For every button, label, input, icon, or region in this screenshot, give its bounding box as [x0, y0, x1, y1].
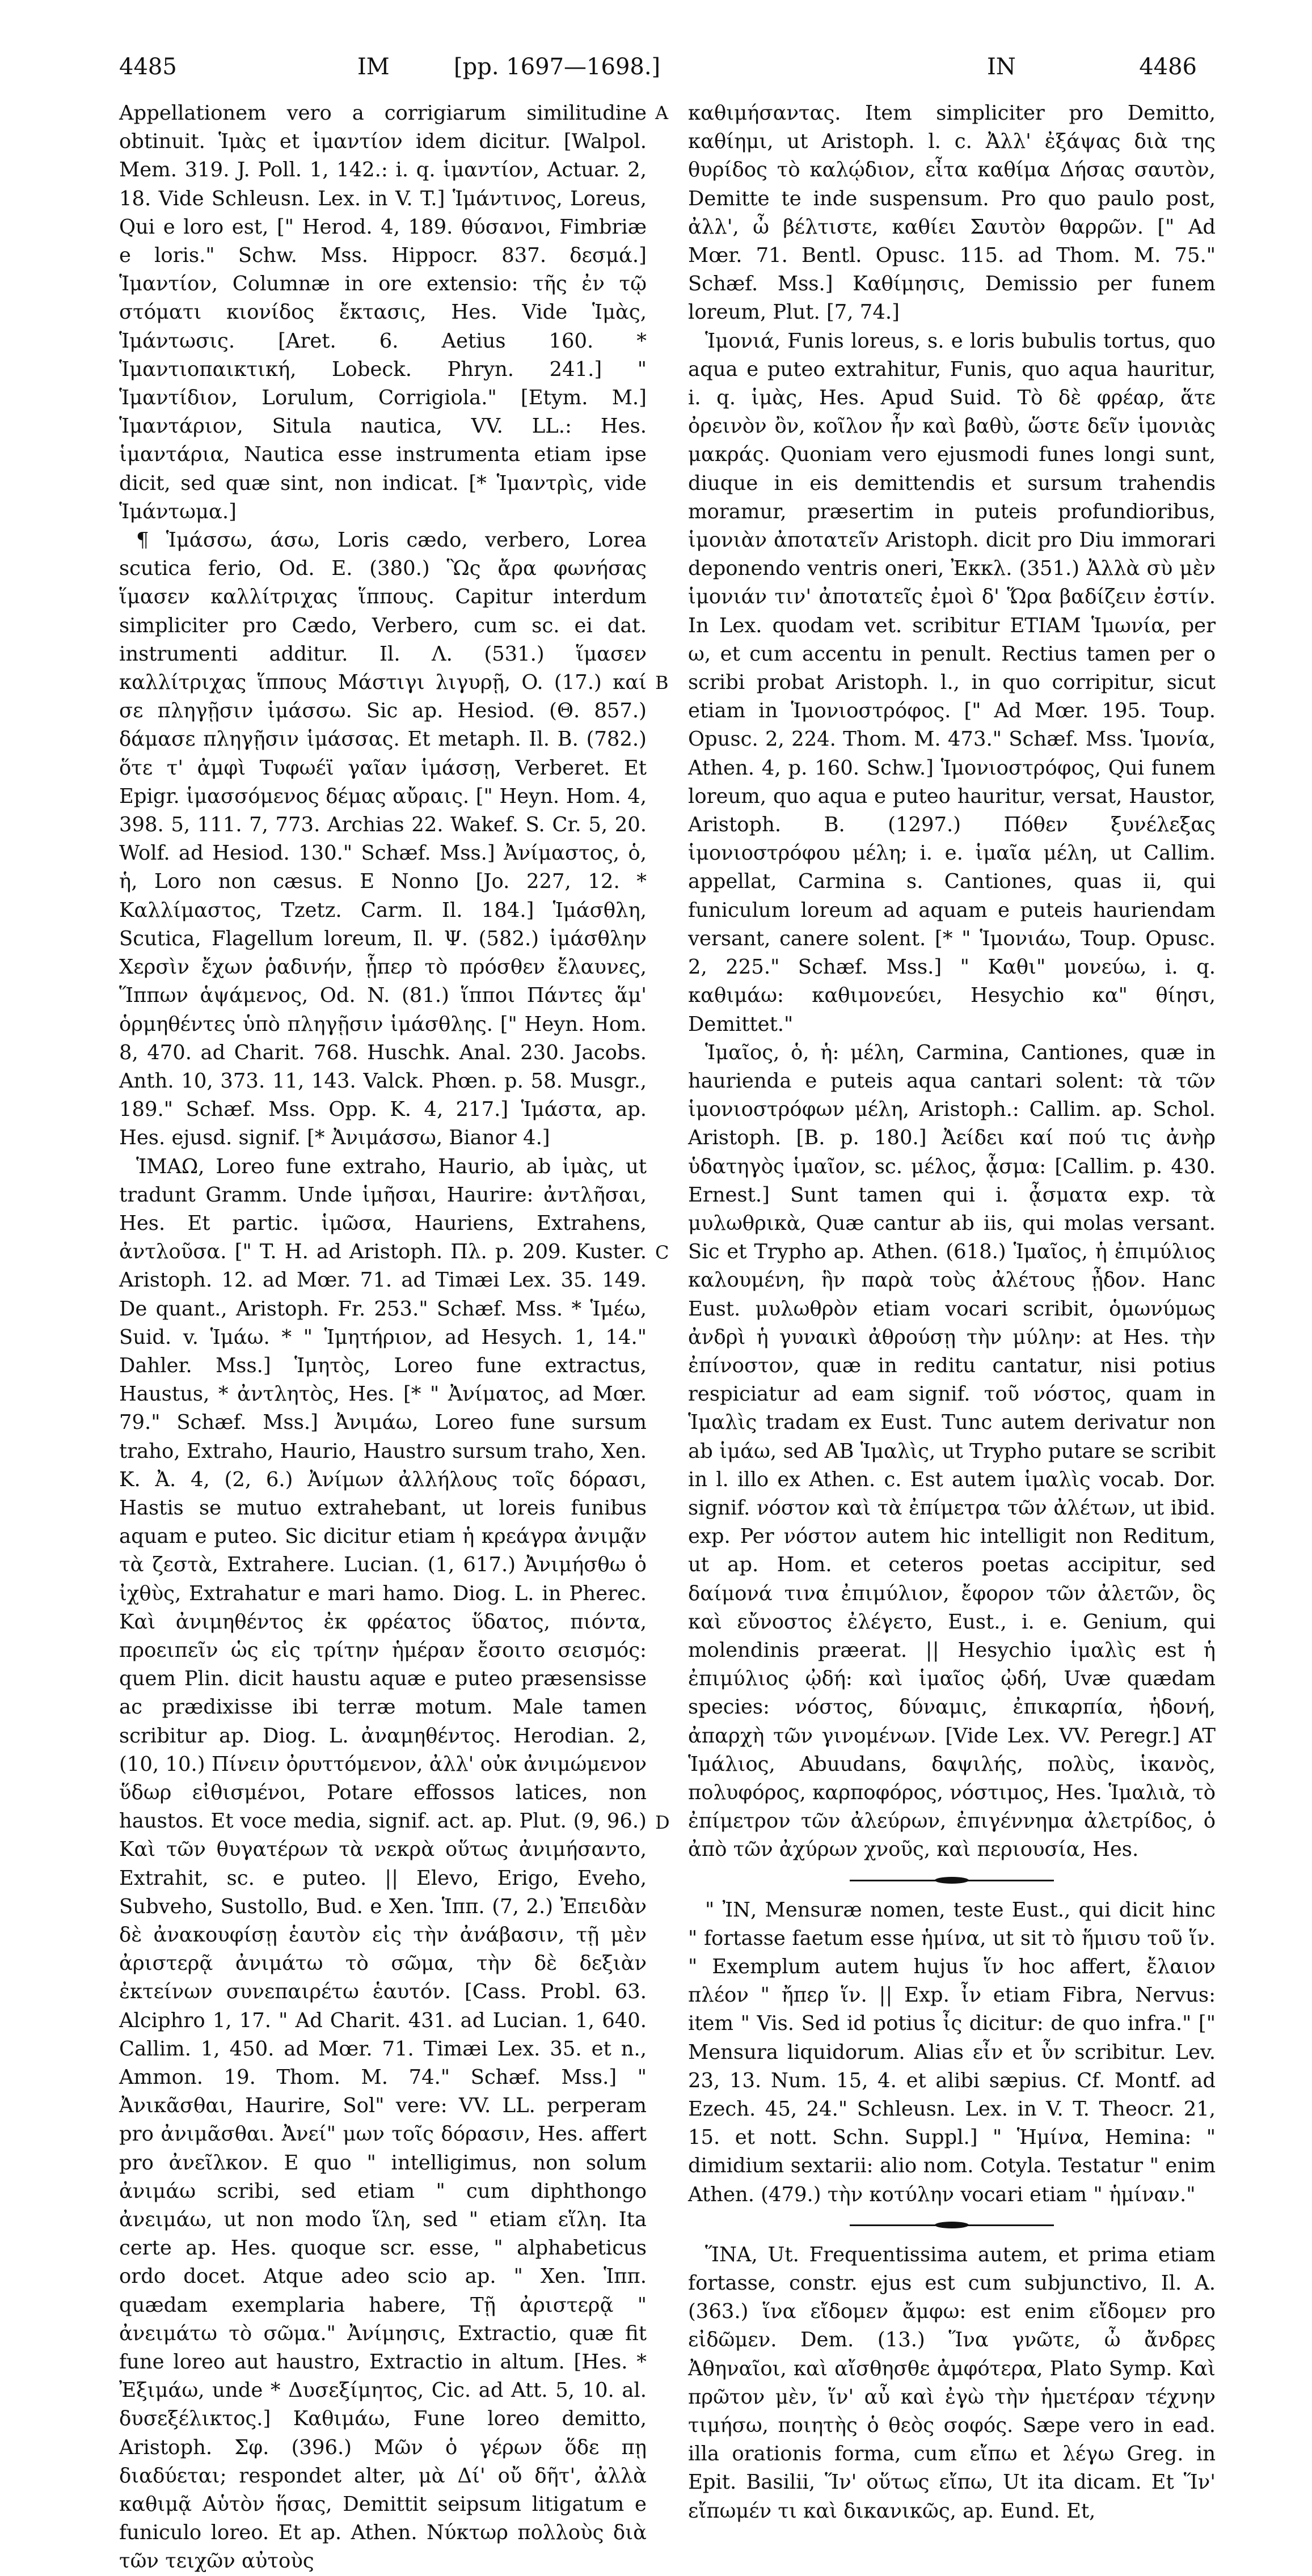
entry-ina: ἽΝΑ, Ut. Frequentissima autem, et prima etiam fortasse, constr. ejus est cum subjunctivo, Il. A. (363.) ἵνα εἴδομεν ἄμφω: est enim εἴδομεν pro εἰδῶμεν. Dem. (13.) Ἵνα γνῶτε, ὦ ἄνδρες Ἀθηναῖοι, καὶ αἴσθησθε ἀμφότερα, Plato Symp. Καὶ πρῶτον μὲν, ἵν' αὖ καὶ ἐγὼ τὴν ἡμετέραν τέχνην τιμήσω, ποιητὴς ὁ θεὸς σοφός. Sæpe vero in ead. illa orationis forma, cum εἴπω et λέγω Greg. in Epit. Basilii, Ἵν' οὕτως εἴπω, Ut ita dicam. Et Ἵν' εἴπωμέν τι καὶ δικανικῶς, ap. Eund. Et,: [688, 2243, 1216, 2523]
marker-c: C: [655, 1242, 669, 1263]
section-divider: [850, 2220, 1054, 2230]
left-headword: IM: [357, 54, 390, 80]
entry-in: " ἸΝ, Mensuræ nomen, teste Eust., qui dicit hinc " fortasse faetum esse ἡμίνα, ut sit τὸ ἥμισυ τοῦ ἵν. " Exemplum autem hujus ἵν hoc affert, ἔλαιον πλέον " ἤπερ ἵν. || Exp. ἶν etiam Fibra, Nervus: item " Vis. Sed id potius ἶς dicitur: de quo infra." [" Mensura liquidorum. Alias εἶν et ὖν scribitur. Lev. 23, 13. Num. 15, 4. et alibi sæpius. Cf. Montf. ad Ezech. 45, 24." Schleusn. Lex. in V. T. Theocr. 21, 15. et nott. Schn. Suppl.] " Ἡμίνα, Hemina: " dimidium sextarii: alio nom. Cotyla. Testatur " enim Athen. (479.) τὴν κοτύλην vocari etiam " ἡμίναν.": [688, 1898, 1216, 2206]
section-divider: [850, 1876, 1054, 1885]
entry-imao: ἹΜΑΩ, Loreo fune extraho, Haurio, ab ἱμὰς, ut tradunt Gramm. Unde ἱμῆσαι, Haurire: ἀντλῆσαι, Hes. Et partic. ἱμῶσα, Hauriens, Extrahens, ἀντλοῦσα. [" T. H. ad Aristoph. Πλ. p. 209. Kuster. Aristoph. 12. ad Mœr. 71. ad Timæi Lex. 35. 149. De quant., Aristoph. Fr. 253." Schæf. Mss. * Ἱμέω, Suid. v. Ἱμάω. * " Ἱμητήριον, ad Hesych. 1, 14." Dahler. Mss.] Ἱμητὸς, Loreo fune extractus, Haustus, * ἀντλητὸς, Hes. [* " Ἀνίματος, ad Mœr. 79." Schæf. Mss.] Ἀνιμάω, Loreo fune sursum traho, Extraho, Haurio, Haustro sursum traho, Xen. K. Ἀ. 4, (2, 6.) Ἀνίμων ἀλλήλους τοῖς δόρασι, Hastis se mutuo extrahebant, ut loreis funibus aquam e puteo. Sic dicitur etiam ἡ κρεάγρα ἀνιμᾷν τὰ ζεστὰ, Extrahere. Lucian. (1, 617.) Ἀνιμήσθω ὁ ἰχθὺς, Extrahatur e mari hamo. Diog. L. in Pherec. Καὶ ἀνιμηθέντος ἐκ φρέατος ὕδατος, πιόντα, προειπεῖν ὡς εἰς τρίτην ἡμέραν ἔσοιτο σεισμός: quem Plin. dicit haustu aquæ e puteo præsensisse ac prædixisse ibi terræ motum. Male tamen scribitur ap. Diog. L. ἀναμηθέντος. Herodian. 2, (10, 10.) Πίνειν ὀρυττόμενον, ἀλλ' οὐκ ἀνιμώμενον ὕδωρ εἰθισμένοι, Potare effossos latices, non haustos. Et voce media, signif. act. ap. Plut. (9, 96.) Καὶ τῶν θυγατέρων τὰ νεκρὰ οὕτως ἀνιμήσαντο, Extrahit, sc. e puteo. || Elevo, Erigo, Eveho, Subveho, Sustollo, Bud. e Xen. Ἱππ. (7, 2.) Ἐπειδὰν δὲ ἀνακουφίσῃ ἑαυτὸν εἰς τὴν ἀνάβασιν, τῇ μὲν ἀριστερᾷ ἀνιμάτω τὸ σῶμα, τὴν δὲ δεξιὰν ἐκτείνων συνεπαιρέτω ἑαυτόν. [Cass. Probl. 63. Alciphro 1, 17. " Ad Charit. 431. ad Lucian. 1, 640. Callim. 1, 450. ad Mœr. 71. Timæi Lex. 35. et n., Ammon. 19. Thom. M. 74." Schæf. Mss.] " Ἀνικᾶσθαι, Haurire, Sol" vere: VV. LL. perperam pro ἀνιμᾶσθαι. Ἀνεί" μων τοῖς δόρασιν, Hes. affert pro ἀνεῖλκον. E quo " intelligimus, non solum ἀνιμάω scribi, sed etiam " cum diphthongo ἀνειμάω, ut non modo ἵλη, sed " etiam εἵλη. Ita certe ap. Hes. quoque scr. esse, " alphabeticus ordo docet. Atque adeo scio ap. " Xen. Ἱππ. quædam exemplaria habere, Τῇ ἀριστερᾷ " ἀνειμάτω τὸ σῶμα." Ἀνίμησις, Extractio, quæ fit fune loreo aut haustro, Extractio in altum. [Hes. * Ἐξιμάω, unde * Δυσεξίμητος, Cic. ad Att. 5, 10. al. δυσεξέλικτος.] Καθιμάω, Fune loreo demitto, Aristoph. Σφ. (396.) Μῶν ὁ γέρων ὅδε πῃ διαδύεται; respondet alter, μὰ Δί' οὔ δῆτ', ἀλλὰ καθιμᾷ Αὑτὸν ἥσας, Demittit seipsum litigatum e funiculo loreo. Et ap. Athen. Νύκτωρ πολλοὺς διὰ τῶν τειχῶν αὐτοὺς: [119, 1154, 647, 2573]
right-page-number: 4486: [1139, 54, 1197, 80]
right-headword: IN: [987, 54, 1016, 80]
right-column: [688, 99, 1216, 2523]
left-page-number: 4485: [119, 54, 177, 80]
entry-kathimesis: καθιμήσαντας. Item simpliciter pro Demitto, καθίημι, ut Aristoph. l. c. Ἀλλ' ἐξάψας διὰ της θυρίδος τὸ καλῴδιον, εἶτα καθίμα Δήσας σαυτὸν, Demitte te inde suspensum. Pro quo paulo post, ἀλλ', ὦ βέλτιστε, καθίει Σαυτὸν θαρρῶν. [" Ad Mœr. 71. Bentl. Opusc. 115. ad Thom. M. 75." Schæf. Mss.] Καθίμησις, Demissio per funem loreum, Plut. [7, 74.]: [688, 101, 1216, 324]
section-markers: [655, 0, 678, 2291]
marker-d: D: [655, 1812, 670, 1833]
entry-imaios: Ἱμαῖος, ὁ, ἡ: μέλη, Carmina, Cantiones, quæ in haurienda e puteis aqua cantari solent: τὰ τῶν ἱμονιοστρόφων μέλη, Aristoph.: Callim. ap. Schol. Aristoph. [B. p. 180.] Ἀείδει καί πού τις ἀνὴρ ὑδατηγὸς ἱμαῖον, sc. μέλος, ᾆσμα: [Callim. p. 430. Ernest.] Sunt tamen qui i. ᾆσματα exp. τὰ μυλωθρικὰ, Quæ cantur ab iis, qui molas versant. Sic et Trypho ap. Athen. (618.) Ἱμαῖος, ἡ ἐπιμύλιος καλουμένη, ἣν παρὰ τοὺς ἀλέτους ᾖδον. Hanc Eust. μυλωθρὸν etiam vocari scribit, ὁμωνύμως ἀνδρὶ ἡ γυναικὶ ἀθρούσῃ τὴν μύλην: at Hes. τὴν ἐπίνοστον, quæ in reditu cantatur, nisi potius respiciatur ad eam signif. τοῦ νόστος, quam in Ἱμαλὶς tradam ex Eust. Tunc autem derivatur non ab ἱμάω, sed AB Ἱμαλὶς, ut Trypho putare se scribit in l. illo ex Athen. c. Est autem ἱμαλὶς vocab. Dor. signif. νόστον καὶ τὰ ἐπίμετρα τῶν ἀλέτων, ut ibid. exp. Per νόστον autem hic intelligit non Reditum, ut ap. Hom. et ceteros poetas accipitur, sed δαίμονά τινα ἐπιμύλιον, ἔφορον τῶν ἀλετῶν, ὃς καὶ εὔνοστος ἐλέγετο, Eust., i. e. Genium, qui molendinis præerat. || Hesychio ἱμαλὶς est ἡ ἐπιμύλιος ᾠδή: καὶ ἱμαῖος ᾠδή, Uvæ quædam species: νόστος, δύναμις, ἐπικαρπία, ἡδονή, ἀπαρχὴ τῶν γινομένων. [Vide Lex. VV. Peregr.] AT Ἱμάλιος, Abuudans, δαψιλής, πολὺς, ἱκανὸς, πολυφόρος, καρποφόρος, νόστιμος, Hes. Ἱμαλιὰ, τὸ ἐπίμετρον τῶν ἀλεύρων, ἐπιγέννημα ἀλετρίδος, ὁ ἀπὸ τῶν ἀχύρων χνοῦς, καὶ περιουσία, Hes.: [688, 1040, 1216, 1862]
marker-a: A: [655, 102, 669, 124]
marker-b: B: [655, 672, 669, 693]
left-column: [119, 99, 647, 2573]
entry-imasso: ¶ Ἱμάσσω, άσω, Loris cædo, verbero, Lorea scutica ferio, Od. E. (380.) Ὣς ἄρα φωνήσας ἵμασεν καλλίτριχας ἵππους. Capitur interdum simpliciter pro Cædo, Verbero, cum sc. ei dat. instrumenti additur. Il. Λ. (531.) ἵμασεν καλλίτριχας ἵππους Μάστιγι λιγυρῇ, O. (17.) καί σε πληγῇσιν ἱμάσσω. Sic ap. Hesiod. (Θ. 857.) δάμασε πληγῇσιν ἱμάσσας. Et metaph. Il. B. (782.) ὅτε τ' ἀμφὶ Τυφωέϊ γαῖαν ἱμάσσῃ, Verberet. Et Epigr. ἱμασσόμενος δέμας αὔραις. [" Heyn. Hom. 4, 398. 5, 111. 7, 773. Archias 22. Wakef. S. Cr. 5, 20. Wolf. ad Hesiod. 130." Schæf. Mss.] Ἀνίμαστος, ὁ, ἡ, Loro non cæsus. E Nonno [Jo. 227, 12. * Καλλίμαστος, Tzetz. Carm. Il. 184.] Ἱμάσθλη, Scutica, Flagellum loreum, Il. Ψ. (582.) ἱμάσθλην Χερσὶν ἔχων ῥαδινήν, ᾗπερ τὸ πρόσθεν ἔλαυνες, Ἵππων ἁψάμενος, Od. N. (81.) ἵπποι Πάντες ἅμ' ὁρμηθέντες ὑπὸ πληγῇσιν ἱμάσθλης. [" Heyn. Hom. 8, 470. ad Charit. 768. Huschk. Anal. 230. Jacobs. Anth. 10, 373. 11, 143. Valck. Phœn. p. 58. Musgr., 189." Schæf. Mss. Opp. K. 4, 217.] Ἱμάστα, ap. Hes. ejusd. signif. [* Ἀνιμάσσω, Bianor 4.]: [119, 528, 647, 1150]
entry-imantinos: Appellationem vero a corrigiarum similitudine obtinuit. Ἱμὰς et ἱμαντίον idem dicitur. [Walpol. Mem. 319. J. Poll. 1, 142.: i. q. ἱμαντίον, Actuar. 2, 18. Vide Schleusn. Lex. in V. T.] Ἱμάντινος, Loreus, Qui e loro est, [" Herod. 4, 189. θύσανοι, Fimbriæ e loris." Schw. Mss. Hippocr. 837. δεσμά.] Ἱμαντίον, Columnæ in ore extensio: τῆς ἐν τῷ στόματι κιονίδος ἔκτασις, Hes. Vide Ἱμὰς, Ἱμάντωσις. [Aret. 6. Aetius 160. * Ἱμαντιοπαικτική, Lobeck. Phryn. 241.] " Ἱμαντίδιον, Lorulum, Corrigiola." [Etym. M.] Ἱμαντάριον, Situla nautica, VV. LL.: Hes. ἱμαντάρια, Nautica esse instrumenta etiam ipse dicit, sed quæ sint, non indicat. [* Ἱμαντρὶς, vide Ἱμάντωμα.]: [119, 101, 647, 523]
entry-imonia: Ἱμονιά, Funis loreus, s. e loris bubulis tortus, quo aqua e puteo extrahitur, Funis, quo aqua hauritur, i. q. ἱμὰς, Hes. Apud Suid. Τὸ δὲ φρέαρ, ἅτε ὀρεινὸν ὂν, κοῖλον ἦν καὶ βαθὺ, ὥστε δεῖν ἱμονιὰς μακράς. Quoniam vero ejusmodi funes longi sunt, diuque in eis demittendis et sursum trahendis moramur, præsertim in puteis profundioribus, ἱμονιὰν ἀποτατεῖν Aristoph. dicit pro Diu immorari deponendo ventris oneri, Ἐκκλ. (351.) Ἀλλὰ σὺ μὲν ἱμονιάν τιν' ἀποτατεῖς ἐμοὶ δ' Ὥρα βαδίζειν ἐστίν. In Lex. quodam vet. scribitur ETIAM Ἱμωνία, per ω, et cum accentu in penult. Rectius tamen per o scribi probat Aristoph. l., in quo corripitur, sicut etiam in Ἱμονιοστρόφος. [" Ad Mœr. 195. Toup. Opusc. 2, 224. Thom. M. 473." Schæf. Mss. Ἱμονία, Athen. 4, p. 160. Schw.] Ἱμονιοστρόφος, Qui funem loreum, quo aqua e puteo hauritur, versat, Haustor, Aristoph. B. (1297.) Πόθεν ξυνέλεξας ἱμονιοστρόφου μέλη; i. e. ἱμαῖα μέλη, ut Callim. appellat, Carmina s. Cantiones, quas ii, qui funiculum loreum ad aquam e puteis hauriendam versant, canere solent. [* " Ἱμονιάω, Toup. Opusc. 2, 225." Schæf. Mss.] " Καθι" μονεύω, i. q. καθιμάω: καθιμονεύει, Hesychio κα" θίησι, Demittet.": [688, 329, 1216, 1036]
page-range: [pp. 1697—1698.]: [454, 54, 661, 80]
